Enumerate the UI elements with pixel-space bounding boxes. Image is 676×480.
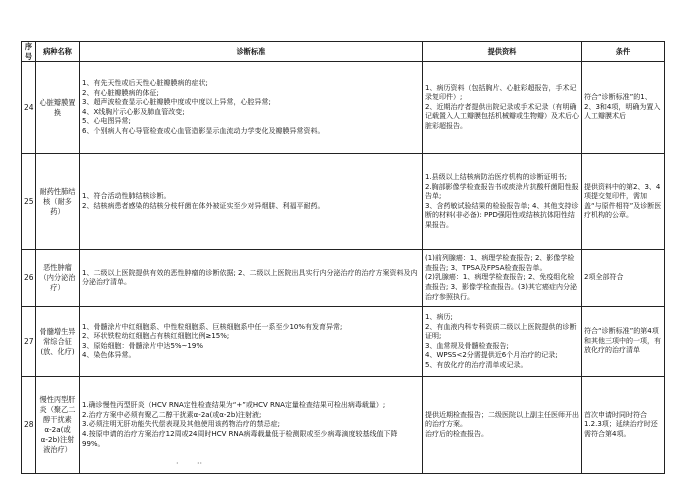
materials-line: 1、病历资料（包括胸片、心脏彩超报告，手术记录复印件）; [425, 83, 577, 102]
scan-mark: ·· [197, 459, 203, 468]
table-row [22, 377, 665, 474]
table-row [22, 154, 665, 250]
conditions: 符合“诊断标准”的第4项和其他三项中的一项，有放化疗的治疗清单 [582, 307, 665, 377]
criteria-line: 1、符合活动性肺结核诊断。 [82, 192, 171, 201]
materials-line: 2、有血液内科专科资质二级以上医院提供的诊断证明; [425, 322, 577, 341]
materials-line: 4、WPSS<2分需提供近6个月治疗的记录; [425, 351, 558, 360]
materials-line: 5、有放化疗的治疗清单或记录。 [425, 360, 528, 369]
disease-name: 恶性肿瘤（内分泌治疗） [36, 250, 80, 307]
col-header-disease: 病种名称 [36, 42, 80, 62]
required-materials [423, 377, 582, 474]
criteria-line: 1、二级以上医院提供有效的恶性肿瘤的诊断依据; 2、二级以上医院出具实行内分泌治疗的治疗方案资料及内分泌治疗清单。 [82, 268, 418, 287]
materials-line: 治疗后的检查报告。 [425, 429, 488, 438]
disease-criteria-table [21, 41, 665, 474]
disease-name: 耐药性肺结核（耐多药） [36, 154, 80, 250]
disease-name: 慢性丙型肝炎（聚乙二醇干扰素α-2a(或α-2b)注射液治疗） [36, 377, 80, 474]
col-header-index: 序号 [22, 42, 36, 62]
diagnosis-criteria [80, 377, 423, 474]
diagnosis-criteria [80, 307, 423, 377]
row-number: 25 [22, 154, 36, 250]
criteria-line: 2、环状铁粒幼红细胞占有核红细胞比例≥15%; [82, 332, 230, 341]
conditions: 符合“诊断标准”的1、2、3和4项，明确为置入人工瓣膜术后 [582, 62, 665, 154]
diagnosis-criteria [80, 154, 423, 250]
col-header-materials: 提供资料 [423, 42, 582, 62]
criteria-line: 6、个别病人有心导管检查或心血管造影显示血流动力学变化及瓣膜异常资料。 [82, 126, 325, 135]
criteria-line: 2、结核病患者感染的结核分枝杆菌在体外被证实至少对异烟肼、利福平耐药。 [82, 201, 325, 210]
col-header-criteria: 诊断标准 [80, 42, 423, 62]
criteria-line: 2.治疗方案中必须有聚乙二醇干扰素α-2a(或α-2b)注射液; [82, 410, 262, 419]
row-number: 24 [22, 62, 36, 154]
table-row [22, 307, 665, 377]
conditions: 首次申请时同时符合1.2.3项；延续治疗时还需符合第4项。 [582, 377, 665, 474]
materials-line: (1)前列腺癌：1、病理学检查报告; 2、影像学检查报告; 3、TPSA及FPSA检查报告单。 [425, 254, 575, 272]
criteria-line: 1.确诊慢性丙型肝炎（HCV RNA定性检查结果为“+”或HCV RNA定量检查结果可检出病毒载量）; [82, 401, 386, 410]
disease-name: 骨髓增生异常综合征(放、化疗) [36, 307, 80, 377]
diagnosis-criteria [80, 62, 423, 154]
conditions: 提供资料中的第2、3、4项提交复印件，需加盖“与原件相符”及诊断医疗机构的公章。 [582, 154, 665, 250]
materials-line: 3、血常规及骨髓检查报告; [425, 341, 509, 350]
materials-line: (2)乳腺癌：1、病理学检查报告; 2、免疫组化检查报告; 3、影像学检查报告。(3)其它癌症内分泌治疗参照执行。 [425, 273, 577, 301]
table-header-row [22, 42, 665, 62]
required-materials [423, 307, 582, 377]
required-materials [423, 62, 582, 154]
criteria-line: 4、X线胸片示心影及肺血管改变; [82, 107, 185, 116]
criteria-line: 3、原始细胞：骨髓涂片中达5%~19% [82, 341, 203, 350]
required-materials [423, 154, 582, 250]
row-number: 28 [22, 377, 36, 474]
criteria-line: 3.必须注明无肝功能失代偿表现及其他使用该药物治疗的禁忌症; [82, 420, 281, 429]
criteria-line: 1、骨髓涂片中红细胞系、中性粒细胞系、巨核细胞系中任一系至少10%有发育异常; [82, 322, 343, 331]
required-materials [423, 250, 582, 307]
materials-line: 提供近期检查报告；二级医院以上副主任医师开出的治疗方案。 [425, 410, 579, 429]
criteria-line: 4.按原申请的治疗方案治疗12周或24周时HCV RNA病毒载量低于检测限或至少病毒滴度较基线值下降99%。 [82, 429, 398, 448]
table-row [22, 62, 665, 154]
materials-line: 1、病历; [425, 312, 453, 321]
conditions: 2项全部符合 [582, 250, 665, 307]
row-number: 26 [22, 250, 36, 307]
criteria-line: 3、超声波检查显示心脏瓣膜中度或中度以上异常，心腔异常; [82, 98, 271, 107]
scan-mark: · [176, 459, 179, 468]
criteria-line: 5、心电图异常; [82, 117, 131, 126]
col-header-conditions: 条件 [582, 42, 665, 62]
diagnosis-criteria [80, 250, 423, 307]
criteria-line: 2、有心脏瓣膜病的体征; [82, 88, 159, 97]
table-row [22, 250, 665, 307]
criteria-line: 1、有先天性或后天性心脏瓣膜病的症状; [82, 78, 208, 87]
materials-line: 3、含药敏试验结果的检验报告单; 4、其他支持诊断的材料(非必备): PPD强阳性或结核抗体阳性结果报告。 [425, 201, 579, 229]
row-number: 27 [22, 307, 36, 377]
materials-line: 2.胸部影像学检查报告书或痰涂片抗酸杆菌阳性报告单; [425, 182, 579, 201]
materials-line: 2、近期治疗者提供出院记录或手术记录（有明确记载置入人工瓣膜包括机械瓣或生物瓣）及术后心脏彩超报告。 [425, 102, 579, 131]
disease-name: 心脏瓣膜置换 [36, 62, 80, 154]
criteria-line: 4、染色体异常。 [82, 351, 136, 360]
materials-line: 1.县级以上结核病防治医疗机构的诊断证明书; [425, 172, 568, 181]
